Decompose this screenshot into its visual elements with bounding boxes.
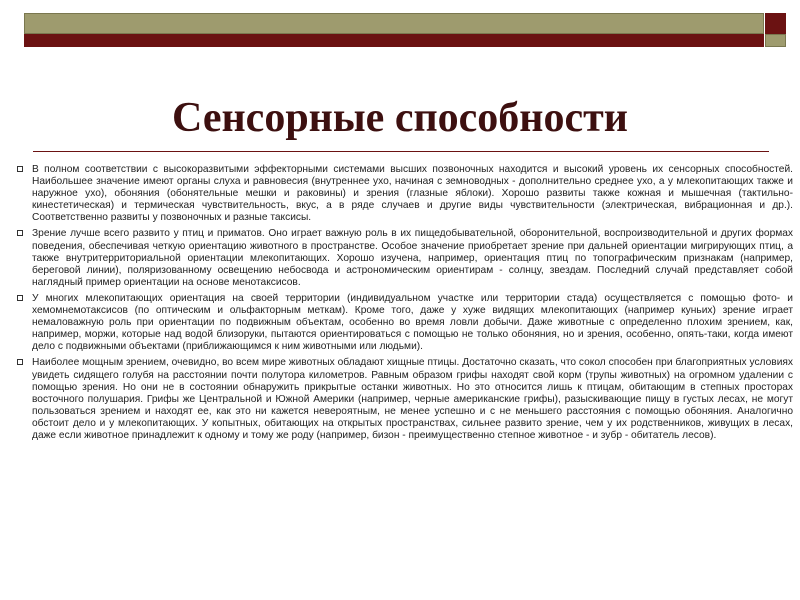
- square-bullet-icon: [17, 359, 23, 365]
- paragraph-text: У многих млекопитающих ориентация на своей территории (индивидуальном участке или территории стада) осуществляется с помощью фото- и хемомнемотаксисов (по оптическим и ольфакторным меткам). Кроме того, даже у хуже видящих млекопитающих (например куньих) зрение играет немаловажную роль при ориентации по подвижным объектам, особенно во время ловли добычи. Даже животные с определенно плохим зрением, как, например, моржи, которые над водой близоруки, пытаются ориентироваться с помощью не только обоняния, но и зрения, особенно, опять-таки, когда имеют дело с подвижными объектами (приближающимся к ним животными или людьми).: [32, 292, 793, 353]
- list-item: [17, 293, 793, 353]
- title-divider: [33, 151, 769, 152]
- paragraph-text: Наиболее мощным зрением, очевидно, во всем мире животных обладают хищные птицы. Достаточно сказать, что сокол способен при благоприятных условиях увидеть сидящего голубя на расстоянии почти полутора километров. Равным образом грифы находят свой корм (трупы животных) на огромном удалении с помощью зрения. Но они не в состоянии обнаружить прикрытые останки животных. Но это относится лишь к птицам, обитающим в степных просторах восточного полушария. Грифы же Центральной и Южной Америки (например, черные американские грифы), разыскивающие пищу в густых лесах, не могут пользоваться зрением и находят ее, как это ни кажется невероятным, не менее успешно и с не меньшего расстояния с помощью обоняния. Аналогично обстоит дело и у млекопитающих. У копытных, обитающих на открытых пространствах, сильнее развито зрение, чем у их родственников, живущих в лесах, даже если животное принадлежит к одному и тому же роду (например, бизон - преимущественно степное животное - и зубр - обитатель лесов).: [32, 357, 793, 441]
- list-item: [17, 357, 793, 442]
- square-bullet-icon: [17, 295, 23, 301]
- header-dark-red-square: [765, 13, 786, 34]
- square-bullet-icon: [17, 230, 23, 236]
- slide-title: Сенсорные способности: [172, 95, 628, 141]
- bullet-list: [17, 164, 793, 446]
- list-item: [17, 164, 793, 224]
- paragraph-text: Зрение лучше всего развито у птиц и приматов. Оно играет важную роль в их пищедобывательной, оборонительной, воспроизводительной и других формах поведения, обеспечивая четкую ориентацию животного в пространстве. Особое значение приобретает зрение при дальней ориентации мигрирующих птиц, а также внутритерриториальной ориентации млекопитающих. Хорошо изучена, например, ориентация птиц по топографическим признакам (например, береговой линии), поляризованному освещению небосвода и астрономическим ориентирам - солнцу, звездам. Последний случай представляет собой наглядный пример ориентации на основе менотаксисов.: [32, 228, 793, 288]
- header-dark-red-bar: [24, 34, 764, 47]
- paragraph-text: В полном соответствии с высокоразвитыми эффекторными системами высших позвоночных находится и высокий уровень их сенсорных способностей. Наибольшее значение имеют органы слуха и равновесия (внутреннее ухо, начиная с земноводных - дополнительно среднее ухо, а у млекопитающих также и наружное ухо), обоняния (обонятельные мешки и раковины) и зрения (глазные яблоки). Хорошо развиты также кожная и мышечная (тактильно-кинестетическая) и термическая чувствительность, вкус, а в ряде случаев и другие виды чувствительности (электрическая, вибрационная и др.). Соответственно развиты у позвоночных и разные таксисы.: [32, 164, 793, 224]
- header-olive-square: [765, 34, 786, 47]
- header-olive-bar: [24, 13, 764, 34]
- square-bullet-icon: [17, 166, 23, 172]
- list-item: [17, 228, 793, 288]
